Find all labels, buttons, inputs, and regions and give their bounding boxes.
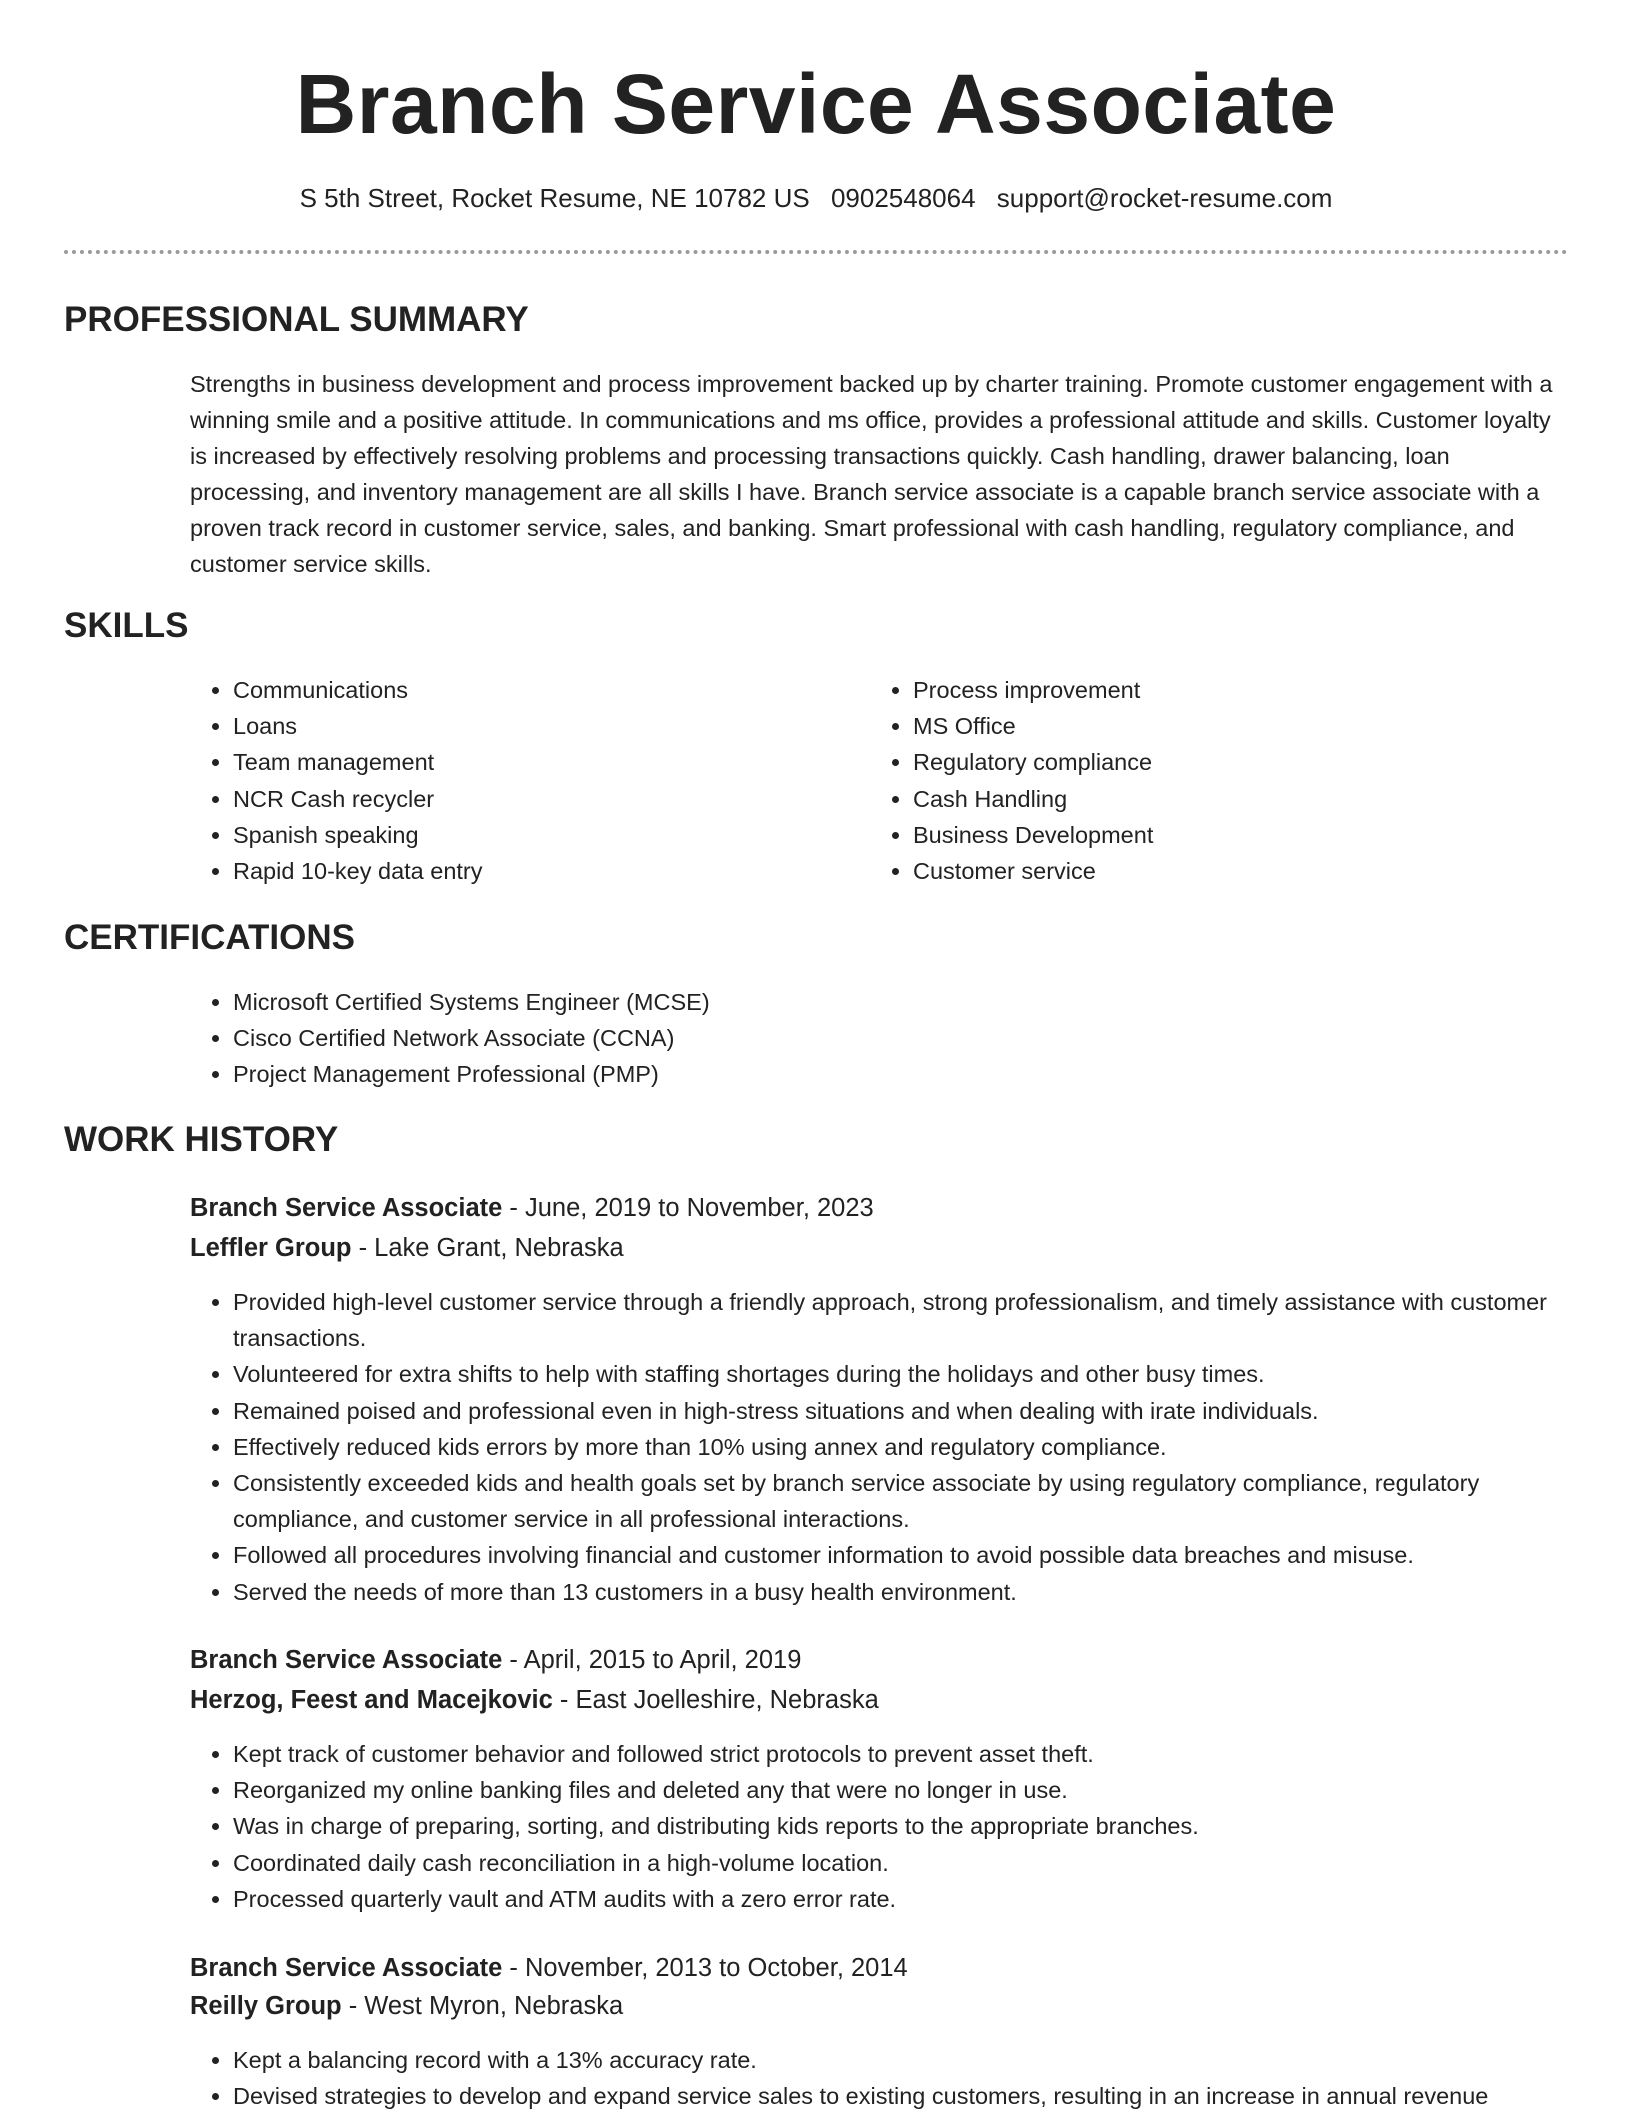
contact-phone: 0902548064 [830, 183, 976, 213]
job-dates: - April, 2015 to April, 2019 [502, 1646, 802, 1674]
skills-heading: SKILLS [64, 606, 189, 645]
skills-list-left [190, 672, 853, 889]
skill-item: • Team management [233, 744, 853, 780]
certification-item: • Project Management Professional (PMP) [233, 1056, 1573, 1092]
skill-item: • Customer service [913, 853, 1573, 889]
job-title-line [190, 1642, 801, 1678]
job-duty: • Followed all procedures involving financial and customer information to avoid possible data breaches and misuse. [233, 1537, 1611, 1573]
job-company-line [190, 1682, 879, 1718]
job-duty: • Was in charge of preparing, sorting, and distributing kids reports to the appropriate branches. [233, 1808, 1611, 1844]
skill-item: • MS Office [913, 708, 1573, 744]
job-location: - Lake Grant, Nebraska [351, 1234, 624, 1262]
skill-item: • Cash Handling [913, 781, 1573, 817]
job-role: Branch Service Associate [190, 1646, 503, 1674]
job-duties-list [190, 2042, 1632, 2112]
job-company-line [190, 1988, 623, 2024]
skill-item: • Rapid 10-key data entry [233, 853, 853, 889]
job-company: Herzog, Feest and Macejkovic [190, 1686, 553, 1714]
job-duty: • Served the needs of more than 13 customers in a busy health environment. [233, 1574, 1611, 1610]
job-dates: - June, 2019 to November, 2023 [502, 1194, 874, 1222]
job-duty: • Reorganized my online banking files and deleted any that were no longer in use. [233, 1772, 1611, 1808]
job-duty: • Consistently exceeded kids and health goals set by branch service associate by using regulatory compliance, regulatory compliance, and customer service in all professional interactions. [233, 1465, 1611, 1537]
header-divider [64, 250, 1568, 254]
job-duty: • Remained poised and professional even in high-stress situations and when dealing with irate individuals. [233, 1393, 1611, 1429]
job-company: Leffler Group [190, 1234, 352, 1262]
certification-item: • Microsoft Certified Systems Engineer (MCSE) [233, 984, 1573, 1020]
job-company: Reilly Group [190, 1992, 342, 2020]
skill-item: • Spanish speaking [233, 817, 853, 853]
skill-item: • Process improvement [913, 672, 1573, 708]
job-company-line [190, 1230, 624, 1266]
job-duties-list [190, 1284, 1611, 1610]
contact-email[interactable]: support@rocket-resume.com [996, 183, 1333, 213]
skill-item: • NCR Cash recycler [233, 781, 853, 817]
job-duties-list [190, 1736, 1611, 1917]
job-duty: • Kept track of customer behavior and followed strict protocols to prevent asset theft. [233, 1736, 1611, 1772]
job-duty: • Provided high-level customer service through a friendly approach, strong professionalism, and timely assistance with customer transactions. [233, 1284, 1611, 1356]
skill-item: • Business Development [913, 817, 1573, 853]
contact-address: S 5th Street, Rocket Resume, NE 10782 US [299, 183, 810, 213]
job-title-line [190, 1190, 874, 1226]
job-location: - East Joelleshire, Nebraska [552, 1686, 879, 1714]
job-title-line [190, 1950, 908, 1986]
skill-item: • Regulatory compliance [913, 744, 1573, 780]
job-role: Branch Service Associate [190, 1954, 503, 1982]
work-history-heading: WORK HISTORY [64, 1120, 339, 1159]
job-dates: - November, 2013 to October, 2014 [502, 1954, 908, 1982]
certification-item: • Cisco Certified Network Associate (CCNA) [233, 1020, 1573, 1056]
job-duty: • Effectively reduced kids errors by more than 10% using annex and regulatory compliance. [233, 1429, 1611, 1465]
skills-list-right [870, 672, 1573, 889]
job-duty: • Volunteered for extra shifts to help with staffing shortages during the holidays and other busy times. [233, 1356, 1611, 1392]
job-duty: • Processed quarterly vault and ATM audits with a zero error rate. [233, 1881, 1611, 1917]
candidate-name: Branch Service Associate [295, 57, 1337, 151]
contact-line [0, 180, 1632, 216]
job-role: Branch Service Associate [190, 1194, 503, 1222]
job-duty: • Devised strategies to develop and expand service sales to existing customers, resulting in an increase in annual revenue [233, 2078, 1632, 2112]
summary-heading: PROFESSIONAL SUMMARY [64, 300, 529, 339]
job-location: - West Myron, Nebraska [341, 1992, 624, 2020]
summary-text: Strengths in business development and process improvement backed up by charter training. Promote customer engagement with a winning smile and a positive attitude. In communications and ms office, provides a professional attitude and skills. Customer loyalty is increased by effectively resolving problems and processing transactions quickly. Cash handling, drawer balancing, loan processing, and inventory management are all skills I have. Branch service associate is a capable branch service associate with a proven track record in customer service, sales, and banking. Smart professional with cash handling, regulatory compliance, and customer service skills. [190, 371, 1553, 577]
job-duty: • Coordinated daily cash reconciliation in a high-volume location. [233, 1845, 1611, 1881]
skill-item: • Loans [233, 708, 853, 744]
skill-item: • Communications [233, 672, 853, 708]
certifications-heading: CERTIFICATIONS [64, 918, 356, 957]
job-duty: • Kept a balancing record with a 13% accuracy rate. [233, 2042, 1632, 2078]
certifications-list [190, 984, 1573, 1093]
